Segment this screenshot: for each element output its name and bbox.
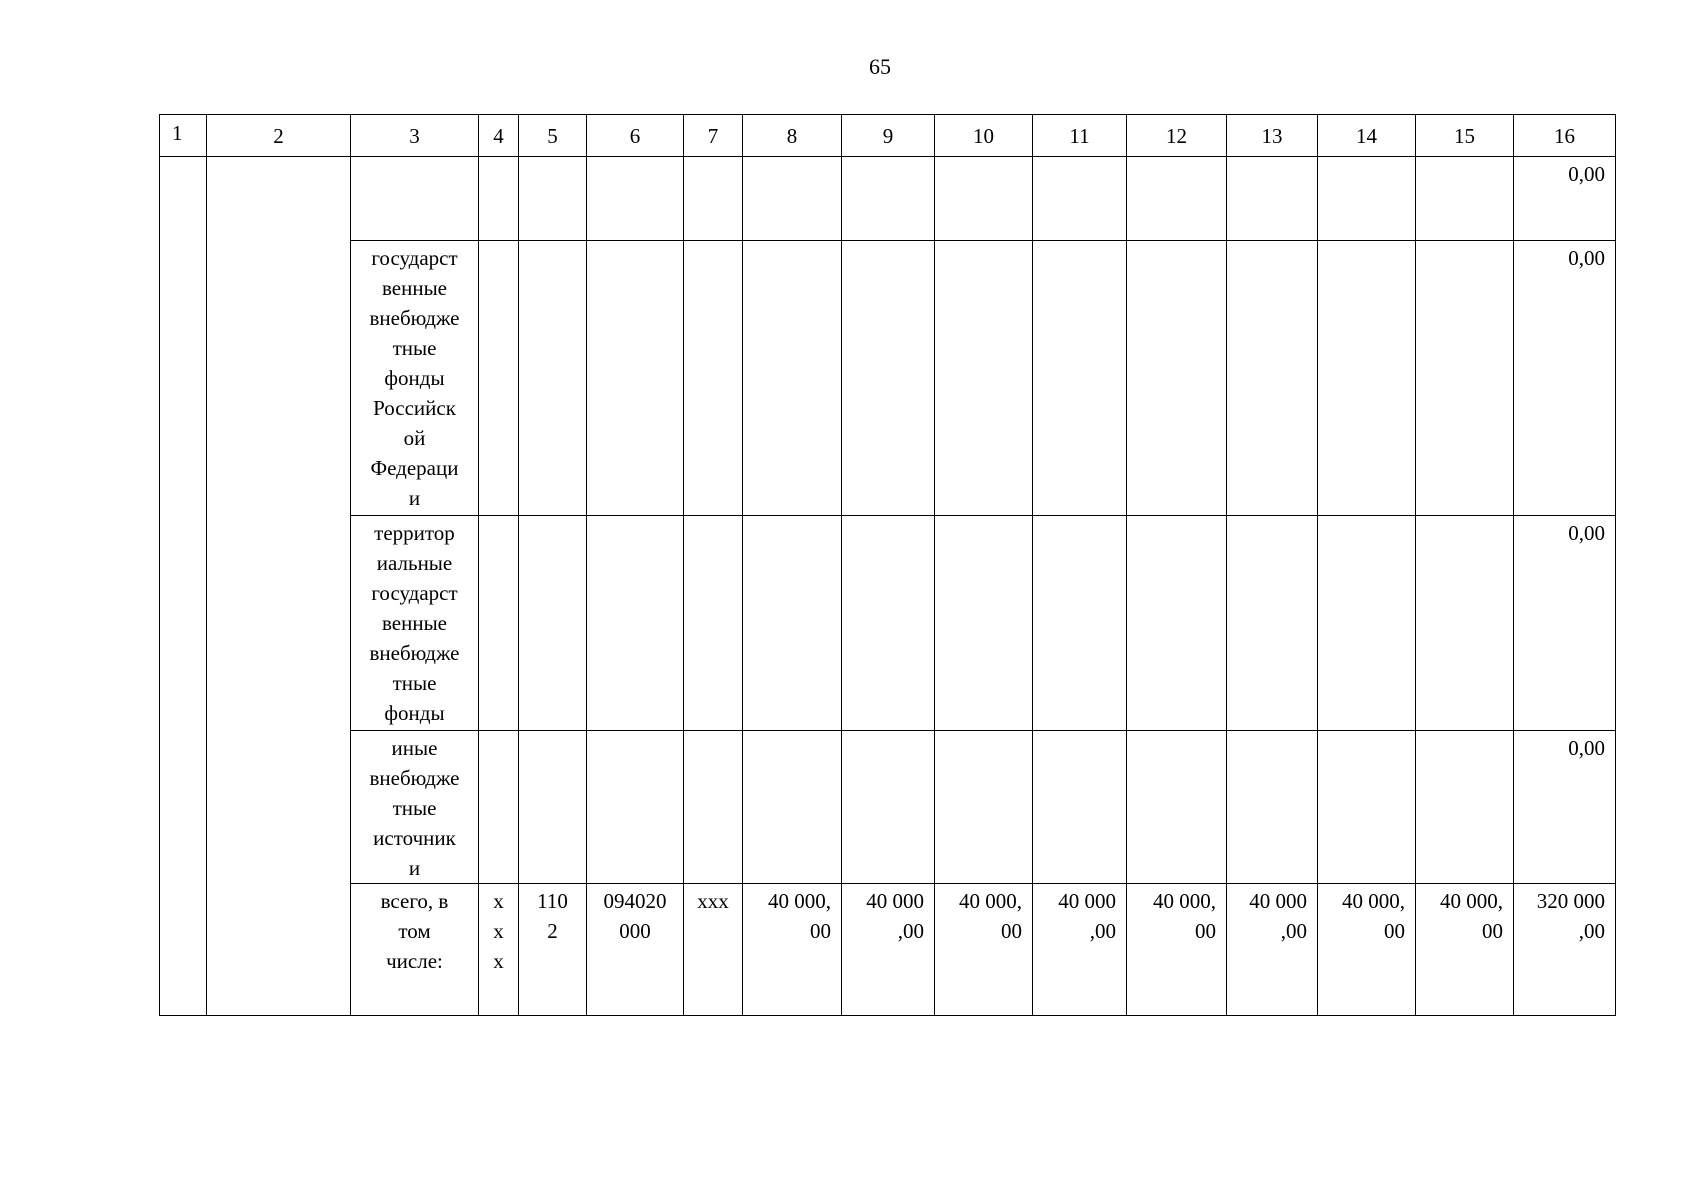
empty-cell	[1033, 731, 1127, 884]
header-cell: 15	[1416, 115, 1514, 157]
empty-cell	[1033, 157, 1127, 241]
empty-cell	[935, 241, 1033, 516]
code-cell-col5: 110 2	[519, 884, 587, 1016]
amount-cell-col11: 40 000 ,00	[1033, 884, 1127, 1016]
amount-cell-col15: 40 000, 00	[1416, 884, 1514, 1016]
empty-cell	[684, 241, 743, 516]
page-number: 65	[869, 54, 891, 79]
empty-cell	[1227, 157, 1318, 241]
empty-cell	[1227, 731, 1318, 884]
empty-cell	[684, 157, 743, 241]
code-cell-col6: 094020 000	[587, 884, 684, 1016]
header-cell: 13	[1227, 115, 1318, 157]
code-cell-col4: х х х	[479, 884, 519, 1016]
empty-cell	[587, 731, 684, 884]
empty-cell	[587, 241, 684, 516]
header-cell: 7	[684, 115, 743, 157]
header-cell: 16	[1514, 115, 1616, 157]
empty-cell	[842, 731, 935, 884]
empty-cell	[1033, 516, 1127, 731]
amount-cell-col14: 40 000, 00	[1318, 884, 1416, 1016]
empty-cell	[743, 157, 842, 241]
cell-col1-merged	[160, 157, 207, 1016]
header-cell: 8	[743, 115, 842, 157]
total-value-cell: 0,00	[1514, 241, 1616, 516]
row-label: территор иальные государст венные внебюдже тные фонды	[351, 516, 479, 731]
header-cell: 4	[479, 115, 519, 157]
empty-cell	[1227, 241, 1318, 516]
header-cell: 6	[587, 115, 684, 157]
empty-cell	[587, 157, 684, 241]
empty-cell	[587, 516, 684, 731]
amount-cell-col10: 40 000, 00	[935, 884, 1033, 1016]
empty-cell	[1318, 516, 1416, 731]
empty-cell	[479, 516, 519, 731]
amount-cell-col16: 320 000 ,00	[1514, 884, 1616, 1016]
empty-cell	[842, 157, 935, 241]
total-row	[160, 884, 1616, 1016]
empty-cell	[935, 157, 1033, 241]
empty-cell	[1033, 241, 1127, 516]
amount-cell-col12: 40 000, 00	[1127, 884, 1227, 1016]
table-row	[160, 157, 1616, 241]
empty-cell	[1127, 731, 1227, 884]
header-cell: 5	[519, 115, 587, 157]
table-row	[160, 241, 1616, 516]
empty-cell	[1127, 516, 1227, 731]
empty-cell	[519, 241, 587, 516]
amount-cell-col8: 40 000, 00	[743, 884, 842, 1016]
table-row	[160, 731, 1616, 884]
header-cell: 9	[842, 115, 935, 157]
total-value-cell: 0,00	[1514, 731, 1616, 884]
empty-cell	[1416, 516, 1514, 731]
empty-cell	[519, 516, 587, 731]
empty-cell	[684, 731, 743, 884]
budget-table	[159, 114, 1616, 1016]
empty-cell	[1227, 516, 1318, 731]
empty-cell	[1318, 157, 1416, 241]
empty-cell	[842, 241, 935, 516]
header-cell: 2	[207, 115, 351, 157]
header-cell: 1	[160, 115, 207, 157]
empty-cell	[479, 157, 519, 241]
empty-cell	[1127, 157, 1227, 241]
row-label: иные внебюдже тные источник и	[351, 731, 479, 884]
empty-cell	[1127, 241, 1227, 516]
header-cell: 11	[1033, 115, 1127, 157]
empty-cell	[1318, 731, 1416, 884]
empty-cell	[743, 241, 842, 516]
empty-cell	[519, 157, 587, 241]
code-cell-col7: ххх	[684, 884, 743, 1016]
total-value-cell: 0,00	[1514, 157, 1616, 241]
empty-cell	[743, 731, 842, 884]
empty-cell	[479, 241, 519, 516]
header-cell: 3	[351, 115, 479, 157]
total-row-label: всего, в том числе:	[351, 884, 479, 1016]
empty-cell	[1416, 157, 1514, 241]
empty-cell	[1416, 241, 1514, 516]
empty-cell	[935, 731, 1033, 884]
row-label	[351, 157, 479, 241]
table-row	[160, 516, 1616, 731]
empty-cell	[935, 516, 1033, 731]
amount-cell-col9: 40 000 ,00	[842, 884, 935, 1016]
empty-cell	[684, 516, 743, 731]
header-cell: 10	[935, 115, 1033, 157]
empty-cell	[1416, 731, 1514, 884]
empty-cell	[1318, 241, 1416, 516]
empty-cell	[519, 731, 587, 884]
header-cell: 14	[1318, 115, 1416, 157]
cell-col2-merged	[207, 157, 351, 1016]
header-cell: 12	[1127, 115, 1227, 157]
empty-cell	[743, 516, 842, 731]
empty-cell	[479, 731, 519, 884]
row-label: государст венные внебюдже тные фонды Российск ой Федераци и	[351, 241, 479, 516]
total-value-cell: 0,00	[1514, 516, 1616, 731]
table-header-row	[160, 115, 1616, 157]
amount-cell-col13: 40 000 ,00	[1227, 884, 1318, 1016]
empty-cell	[842, 516, 935, 731]
